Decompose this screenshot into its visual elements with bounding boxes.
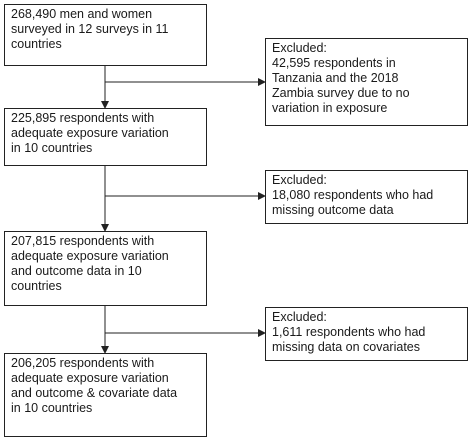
excluded-box-1-line-2: 42,595 respondents in: [272, 56, 396, 70]
main-box-2-line-1: 225,895 respondents with: [11, 111, 155, 125]
excluded-box-1-line-1: Excluded:: [272, 41, 327, 55]
excluded-box-3: [265, 307, 468, 361]
main-box-4-line-2: adequate exposure variation: [11, 371, 169, 385]
main-box-1-line-1: 268,490 men and women: [11, 7, 153, 21]
excluded-box-2-line-2: 18,080 respondents who had: [272, 188, 434, 202]
excluded-box-2-line-1: Excluded:: [272, 173, 327, 187]
excluded-box-1-line-4: Zambia survey due to no: [272, 86, 410, 100]
main-box-2-line-2: adequate exposure variation: [11, 126, 169, 140]
main-box-4-line-4: in 10 countries: [11, 401, 93, 415]
excluded-box-2-line-3: missing outcome data: [272, 203, 394, 217]
main-box-3-line-4: countries: [11, 279, 62, 293]
excluded-box-3-line-1: Excluded:: [272, 310, 327, 324]
excluded-box-1-line-3: Tanzania and the 2018: [272, 71, 399, 85]
main-box-2-line-3: in 10 countries: [11, 141, 93, 155]
excluded-box-3-line-2: 1,611 respondents who had: [272, 325, 426, 339]
excluded-box-3-line-3: missing data on covariates: [272, 340, 420, 354]
excluded-box-1-line-5: variation in exposure: [272, 101, 388, 115]
excluded-box-2: [265, 170, 468, 224]
main-box-1-line-2: surveyed in 12 surveys in 11: [11, 22, 169, 36]
main-box-1: [4, 4, 207, 66]
main-box-4: [4, 353, 207, 437]
main-box-2: [4, 108, 207, 166]
main-box-4-line-1: 206,205 respondents with: [11, 356, 155, 370]
main-box-1-line-3: countries: [11, 37, 62, 51]
excluded-box-1: [265, 38, 468, 126]
main-box-4-line-3: and outcome & covariate data: [11, 386, 178, 400]
main-box-3-line-1: 207,815 respondents with: [11, 234, 155, 248]
main-box-3-line-2: adequate exposure variation: [11, 249, 169, 263]
main-box-3-line-3: and outcome data in 10: [11, 264, 142, 278]
main-box-3: [4, 231, 207, 306]
